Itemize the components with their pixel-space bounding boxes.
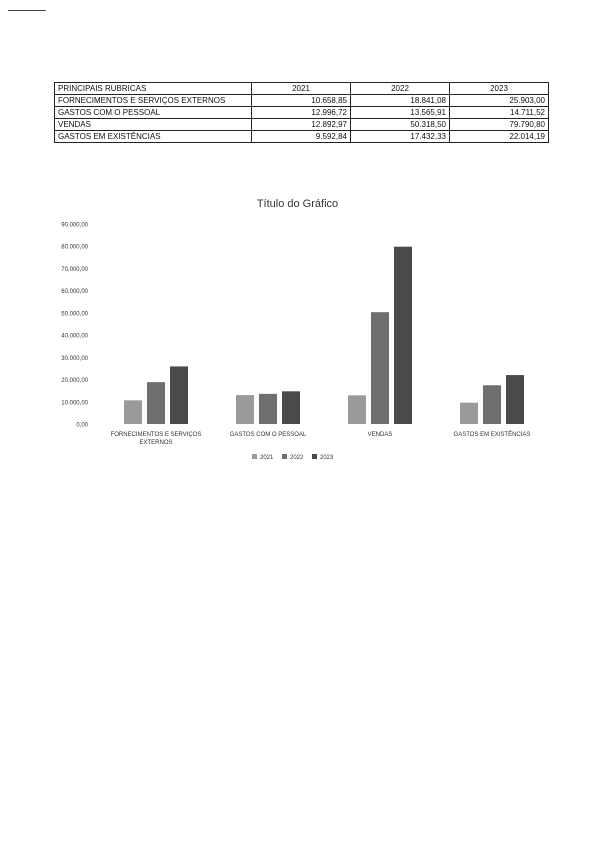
bar [124,400,142,424]
bar [259,394,277,424]
cell-value: 9.592,84 [252,131,351,143]
header-cell: 2023 [450,83,549,95]
y-tick-label: 80.000,00 [61,244,88,251]
legend-swatch [282,454,287,459]
row-label: GASTOS COM O PESSOAL [55,107,252,119]
bar [348,395,366,424]
bar-chart [0,210,595,480]
header-cell: 2021 [252,83,351,95]
x-tick-label: GASTOS COM O PESSOAL [229,432,307,438]
x-tick-label: GASTOS EM EXISTÊNCIAS [453,432,531,438]
legend-swatch [252,454,257,459]
bar [170,366,188,424]
cell-value: 14.711,52 [450,107,549,119]
rubricas-table [54,82,549,143]
table-row [55,107,549,119]
y-tick-label: 50.000,00 [61,311,88,318]
cell-value: 50.318,50 [351,119,450,131]
y-tick-label: 10.000,00 [61,400,88,407]
cell-value: 79.790,80 [450,119,549,131]
corner-mark [8,10,46,11]
bar [460,403,478,424]
cell-value: 13.565,91 [351,107,450,119]
table-row [55,95,549,107]
legend-label: 2021 [260,455,274,461]
bar [236,395,254,424]
row-label: GASTOS EM EXISTÊNCIAS [55,131,252,143]
y-tick-label: 90.000,00 [61,222,88,229]
legend-label: 2023 [320,455,334,461]
bar [506,375,524,424]
x-tick-label: FORNECIMENTOS E SERVIÇOS [110,432,202,438]
y-tick-label: 70.000,00 [61,266,88,273]
bar [394,247,412,424]
y-tick-label: 20.000,00 [61,378,88,385]
legend-label: 2022 [290,455,304,461]
x-tick-label: VENDAS [367,432,393,438]
y-tick-label: 60.000,00 [61,289,88,296]
header-cell: PRINCIPAIS RUBRICAS [55,83,252,95]
cell-value: 22.014,19 [450,131,549,143]
x-tick-label: EXTERNOS [139,440,173,446]
table-row [55,131,549,143]
cell-value: 18.841,08 [351,95,450,107]
y-tick-label: 0,00 [76,422,88,429]
cell-value: 12.996,72 [252,107,351,119]
y-tick-label: 30.000,00 [61,355,88,362]
chart-title: Título do Gráfico [256,198,339,210]
table-row [55,119,549,131]
header-cell: 2022 [351,83,450,95]
cell-value: 25.903,00 [450,95,549,107]
bar [483,385,501,424]
cell-value: 17.432,33 [351,131,450,143]
row-label: VENDAS [55,119,252,131]
bar [371,312,389,424]
y-tick-label: 40.000,00 [61,333,88,340]
cell-value: 10.658,85 [252,95,351,107]
bar [282,391,300,424]
legend-swatch [312,454,317,459]
bar [147,382,165,424]
row-label: FORNECIMENTOS E SERVIÇOS EXTERNOS [55,95,252,107]
table-header-row [55,83,549,95]
cell-value: 12.892,97 [252,119,351,131]
